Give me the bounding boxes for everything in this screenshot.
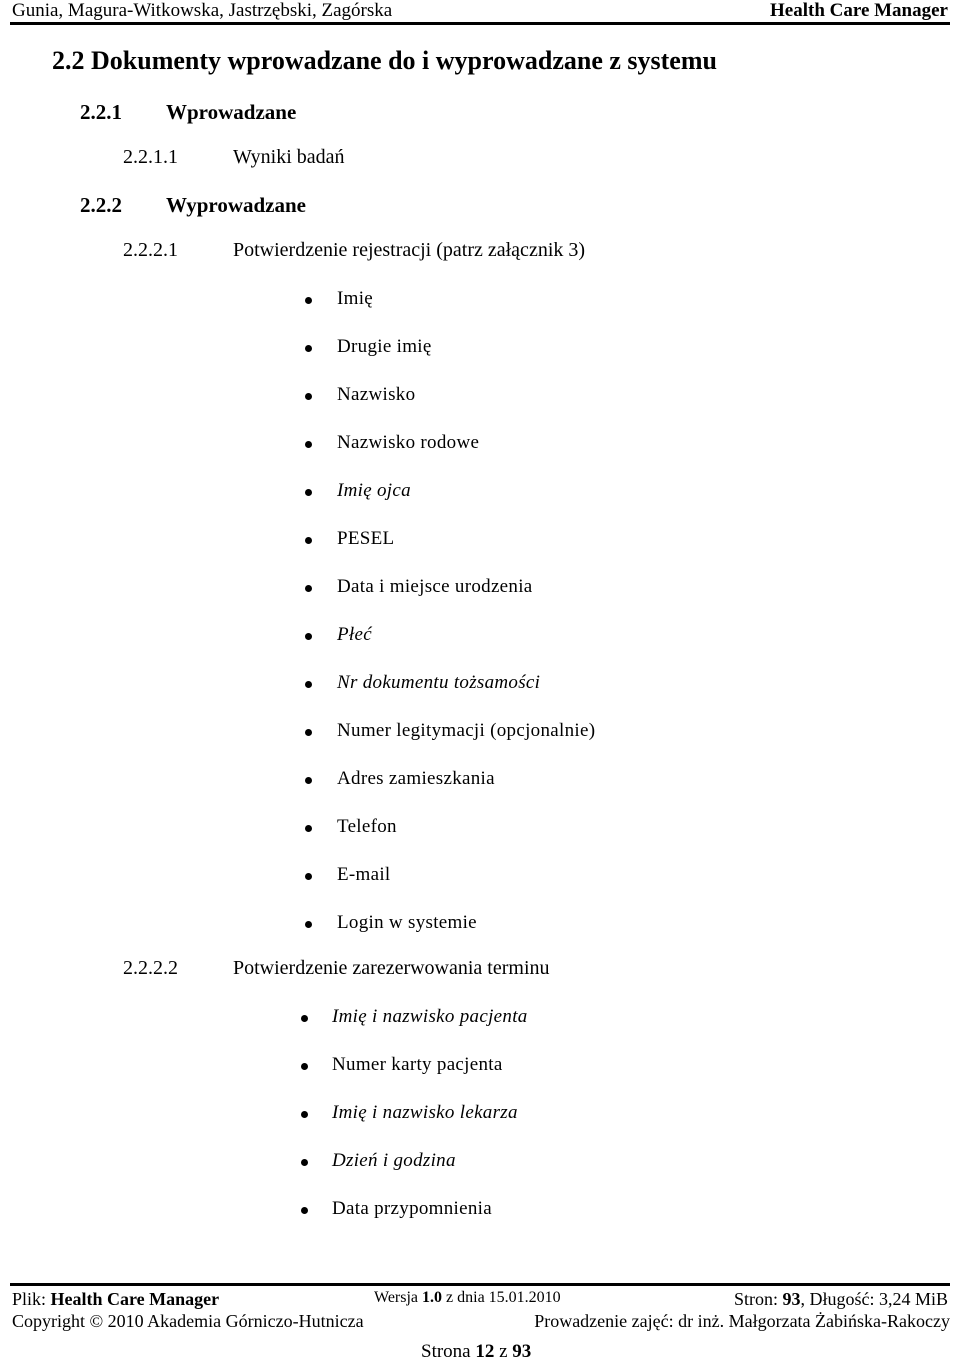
- footer-instructor: Prowadzenie zajęć: dr inż. Małgorzata Żabińska-Rakoczy: [534, 1311, 950, 1331]
- list-item: [0, 432, 960, 458]
- list-item-label: Login w systemie: [337, 912, 477, 933]
- bullet-icon: [305, 681, 312, 688]
- footer-version-date: z dnia 15.01.2010: [442, 1289, 561, 1306]
- list-item: [0, 528, 960, 554]
- list-item-label: Imię ojca: [337, 480, 411, 501]
- list-item: [0, 816, 960, 842]
- header-authors: Gunia, Magura-Witkowska, Jastrzębski, Zagórska: [12, 0, 393, 21]
- page-number-of: z: [494, 1341, 513, 1362]
- subsection-number: 2.2.1: [80, 100, 122, 124]
- footer-file-label: Plik:: [12, 1289, 51, 1309]
- subsubsection-title: Potwierdzenie rejestracji (patrz załącznik 3): [233, 239, 586, 261]
- subsubsection-heading-test-results: [123, 146, 523, 172]
- footer-version: [374, 1289, 561, 1307]
- bullet-icon: [305, 393, 312, 400]
- subsubsection-title: Potwierdzenie zarezerwowania terminu: [233, 957, 550, 979]
- bullet-icon: [305, 441, 312, 448]
- bullet-icon: [301, 1015, 308, 1022]
- header-title: Health Care Manager: [770, 0, 948, 21]
- list-item-label: Imię i nazwisko lekarza: [332, 1102, 518, 1123]
- list-item: [0, 288, 960, 314]
- list-item-label: PESEL: [337, 528, 395, 549]
- footer-version-label: Wersja: [374, 1289, 423, 1306]
- list-item: [0, 768, 960, 794]
- bullet-icon: [305, 921, 312, 928]
- list-item-label: Płeć: [337, 624, 372, 645]
- bullet-icon: [301, 1111, 308, 1118]
- subsubsection-number: 2.2.2.1: [123, 239, 178, 261]
- subsection-heading-inputs: [80, 100, 480, 126]
- list-item: [0, 624, 960, 650]
- footer-file: [12, 1289, 219, 1310]
- list-item: [0, 1198, 960, 1224]
- list-item-label: Data i miejsce urodzenia: [337, 576, 533, 597]
- subsection-heading-outputs: [80, 193, 480, 219]
- list-item: [0, 1054, 960, 1080]
- subsubsection-heading-reservation: [123, 957, 723, 983]
- page-number-current: 12: [475, 1341, 495, 1362]
- list-item-label: Dzień i godzina: [332, 1150, 456, 1171]
- bullet-icon: [305, 729, 312, 736]
- footer-pages: [734, 1289, 948, 1310]
- page-number-prefix: Strona: [421, 1341, 476, 1362]
- bullet-icon: [305, 585, 312, 592]
- page-number: [421, 1341, 531, 1363]
- list-item-label: Data przypomnienia: [332, 1198, 492, 1219]
- bullet-icon: [305, 489, 312, 496]
- subsubsection-number: 2.2.1.1: [123, 146, 178, 168]
- section-heading: 2.2 Dokumenty wprowadzane do i wyprowadzane z systemu: [52, 46, 717, 75]
- footer-pages-count: 93: [782, 1289, 801, 1309]
- bullet-icon: [305, 537, 312, 544]
- header-divider: [10, 22, 950, 25]
- footer-file-name: Health Care Manager: [50, 1289, 220, 1309]
- list-item: [0, 912, 960, 938]
- list-item: [0, 864, 960, 890]
- subsection-number: 2.2.2: [80, 193, 122, 217]
- list-item: [0, 1006, 960, 1032]
- page-number-total: 93: [512, 1341, 532, 1362]
- footer-copyright: Copyright © 2010 Akademia Górniczo-Hutnicza: [12, 1311, 364, 1331]
- footer-divider: [10, 1283, 950, 1286]
- list-item: [0, 576, 960, 602]
- bullet-icon: [305, 633, 312, 640]
- bullet-icon: [305, 777, 312, 784]
- footer-version-number: 1.0: [422, 1289, 443, 1306]
- list-item-label: Adres zamieszkania: [337, 768, 495, 789]
- bullet-icon: [305, 345, 312, 352]
- list-item-label: Nazwisko rodowe: [337, 432, 480, 453]
- list-item: [0, 1150, 960, 1176]
- list-item-label: Nr dokumentu tożsamości: [337, 672, 541, 693]
- list-item-label: Imię: [337, 288, 374, 309]
- footer-pages-label: Stron:: [733, 1289, 783, 1309]
- list-item: [0, 672, 960, 698]
- bullet-icon: [305, 297, 312, 304]
- list-item-label: Imię i nazwisko pacjenta: [332, 1006, 528, 1027]
- subsection-title: Wprowadzane: [166, 100, 297, 124]
- list-item: [0, 720, 960, 746]
- list-item-label: Nazwisko: [337, 384, 416, 405]
- bullet-icon: [301, 1207, 308, 1214]
- list-item: [0, 480, 960, 506]
- bullet-icon: [301, 1159, 308, 1166]
- list-item-label: Numer legitymacji (opcjonalnie): [337, 720, 596, 741]
- bullet-icon: [301, 1063, 308, 1070]
- list-item-label: Telefon: [337, 816, 397, 837]
- list-item-label: Numer karty pacjenta: [332, 1054, 503, 1075]
- subsubsection-title: Wyniki badań: [233, 146, 345, 168]
- list-item: [0, 336, 960, 362]
- list-item-label: E-mail: [337, 864, 391, 885]
- list-item: [0, 384, 960, 410]
- list-item-label: Drugie imię: [337, 336, 432, 357]
- bullet-icon: [305, 825, 312, 832]
- subsubsection-heading-registration: [123, 239, 723, 265]
- list-item: [0, 1102, 960, 1128]
- subsubsection-number: 2.2.2.2: [123, 957, 178, 979]
- footer-length: , Długość: 3,24 MiB: [800, 1289, 948, 1309]
- bullet-icon: [305, 873, 312, 880]
- subsection-title: Wyprowadzane: [166, 193, 307, 217]
